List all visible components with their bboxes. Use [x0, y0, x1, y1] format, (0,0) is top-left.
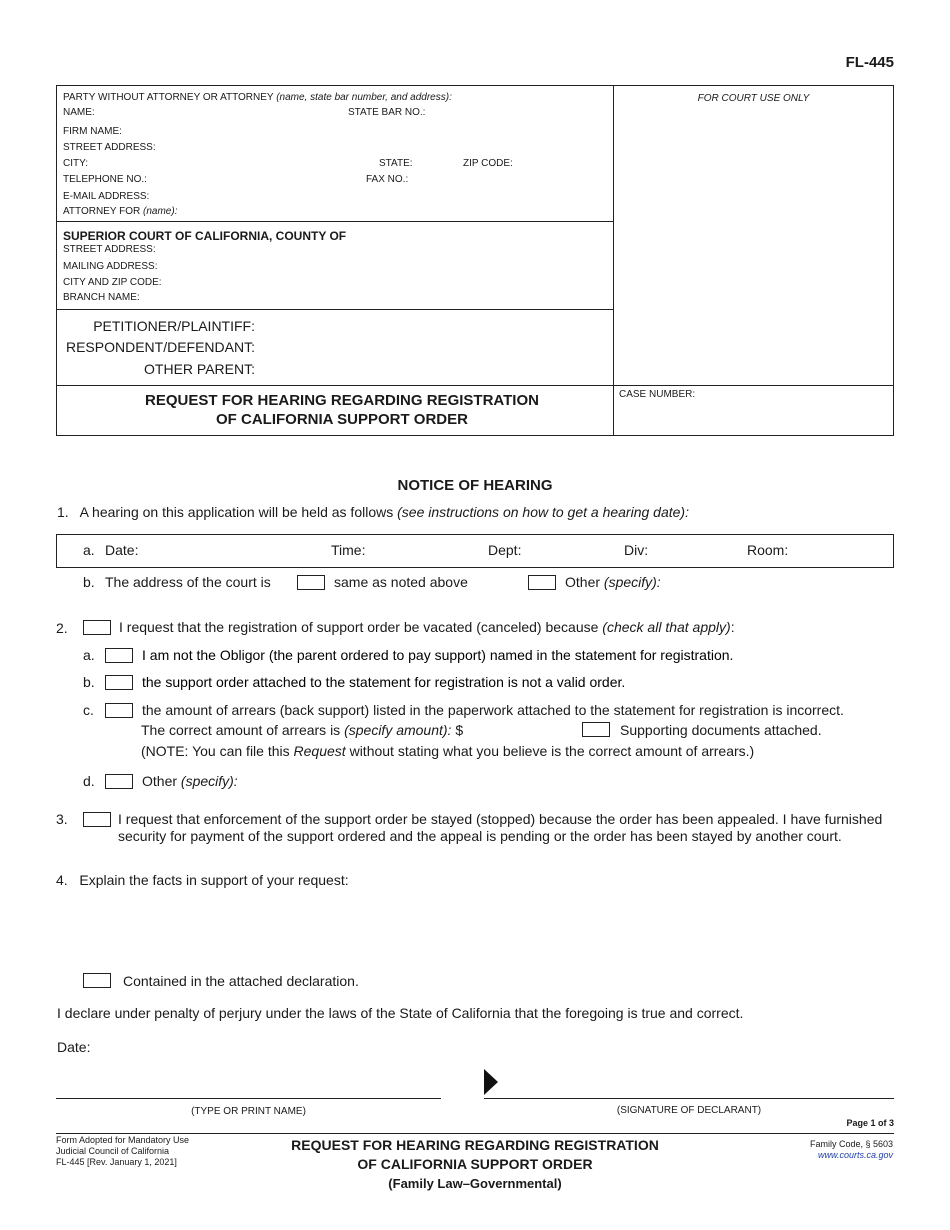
print-name-label: (TYPE OR PRINT NAME) [191, 1106, 306, 1117]
respondent-label: RESPONDENT/DEFENDANT: [65, 339, 255, 355]
form-number: FL-445 [845, 54, 894, 71]
attorney-for-row [63, 206, 177, 217]
item2c-text: the amount of arrears (back support) listed in the paperwork attached to the statement for registration is incorrect. [142, 702, 844, 718]
item1-row [57, 504, 689, 520]
item3-line2: security for payment of the support ordered and the appeal is pending or the order has been stayed by another court. [118, 828, 842, 844]
name-label: NAME: [63, 107, 95, 118]
court-street-label: STREET ADDRESS: [63, 244, 156, 255]
item2c-checkbox[interactable] [105, 703, 133, 718]
court-branch-label: BRANCH NAME: [63, 292, 140, 303]
hearing-b-label: b. [83, 574, 95, 590]
caption-divider-vertical [613, 85, 614, 436]
footer-title [200, 1136, 750, 1193]
caption-box [56, 85, 894, 436]
item2d-row [142, 773, 238, 789]
zip-label: ZIP CODE: [463, 158, 513, 169]
item2c-note-italic: Request [293, 743, 346, 759]
item2c-dollar: $ [455, 722, 464, 738]
item1-text: A hearing on this application will be held as follows [79, 504, 394, 520]
email-label: E-MAIL ADDRESS: [63, 191, 150, 202]
adoption-info [56, 1135, 189, 1168]
item2c-note-pre: (NOTE: You can file this [141, 743, 290, 759]
item3-checkbox[interactable] [83, 812, 111, 827]
item1-number: 1. [57, 504, 69, 520]
other-address-note: (specify): [603, 574, 661, 590]
footer-title-line2: OF CALIFORNIA SUPPORT ORDER [357, 1156, 593, 1172]
court-mailing-label: MAILING ADDRESS: [63, 261, 158, 272]
item2-text: I request that the registration of support order be vacated (canceled) because [119, 619, 599, 635]
party-label: PARTY WITHOUT ATTORNEY OR ATTORNEY [63, 92, 274, 103]
signature-arrow-icon [484, 1069, 498, 1095]
telephone-label: TELEPHONE NO.: [63, 174, 147, 185]
item4-number: 4. [56, 872, 68, 888]
form-title-line2: OF CALIFORNIA SUPPORT ORDER [216, 411, 468, 428]
party-label-row [63, 92, 452, 103]
hearing-room-label: Room: [747, 542, 789, 558]
city-label: CITY: [63, 158, 89, 169]
other-address-label: Other [565, 574, 601, 590]
hearing-a-label: a. [83, 542, 95, 558]
footer-references [810, 1139, 893, 1161]
declaration-date-label: Date: [57, 1039, 91, 1055]
hearing-dept-label: Dept: [488, 542, 522, 558]
fax-label: FAX NO.: [366, 174, 409, 185]
perjury-declaration: I declare under penalty of perjury under the laws of the State of California that the foregoing is true and correct. [57, 1005, 744, 1021]
item2c-note-row [141, 743, 754, 759]
state-label: STATE: [379, 158, 413, 169]
item2d-checkbox[interactable] [105, 774, 133, 789]
item2-row [119, 619, 735, 635]
footer-title-line3: (Family Law–Governmental) [388, 1176, 562, 1191]
supporting-docs-label: Supporting documents attached. [620, 722, 822, 738]
attorney-for-note: (name): [143, 206, 178, 217]
caption-divider-3 [56, 385, 894, 386]
form-title-line1: REQUEST FOR HEARING REGARDING REGISTRATION [145, 392, 539, 409]
state-bar-label: STATE BAR NO.: [348, 107, 426, 118]
caption-divider-1 [56, 221, 613, 222]
case-number-label: CASE NUMBER: [619, 389, 696, 400]
item2b-label: b. [83, 674, 95, 690]
attached-declaration-checkbox[interactable] [83, 973, 111, 988]
footer-rule [56, 1133, 894, 1134]
item3-number: 3. [56, 811, 68, 827]
item4-text: Explain the facts in support of your request: [79, 872, 349, 888]
street-address-label: STREET ADDRESS: [63, 142, 156, 153]
adoption-line1: Form Adopted for Mandatory Use [56, 1135, 190, 1145]
other-parent-label: OTHER PARENT: [144, 361, 255, 377]
item2d-label: d. [83, 773, 95, 789]
item2-checkbox[interactable] [83, 620, 111, 635]
item2a-label: a. [83, 647, 95, 663]
item2c-label: c. [83, 702, 94, 718]
adoption-line2: Judicial Council of California [56, 1146, 170, 1156]
hearing-date-label: Date: [105, 542, 139, 558]
item2c-note-post: without stating what you believe is the correct amount of arrears.) [349, 743, 755, 759]
attorney-for-label: ATTORNEY FOR [63, 206, 141, 217]
courts-website-link[interactable]: www.courts.ca.gov [817, 1150, 893, 1160]
item2d-text: Other [142, 773, 178, 789]
hearing-div-label: Div: [624, 542, 649, 558]
footer-title-line1: REQUEST FOR HEARING REGARDING REGISTRATION [291, 1137, 659, 1153]
item4-row [56, 872, 349, 888]
signature-label: (SIGNATURE OF DECLARANT) [616, 1105, 762, 1116]
print-name-line [56, 1098, 441, 1099]
item2c-correct-text: The correct amount of arrears is [141, 722, 341, 738]
court-title: SUPERIOR COURT OF CALIFORNIA, COUNTY OF [63, 229, 347, 243]
item2c-correct-row [141, 722, 463, 738]
item2-note: (check all that apply) [602, 619, 731, 635]
court-use-label: FOR COURT USE ONLY [697, 93, 810, 104]
same-as-above-label: same as noted above [334, 574, 468, 590]
item3-line1: I request that enforcement of the support order be stayed (stopped) because the order has been appealed. I have furnished [118, 811, 883, 827]
attached-declaration-label: Contained in the attached declaration. [123, 973, 359, 989]
item2c-correct-note: (specify amount): [344, 722, 452, 738]
other-address-checkbox[interactable] [528, 575, 556, 590]
same-as-above-checkbox[interactable] [297, 575, 325, 590]
hearing-time-label: Time: [331, 542, 366, 558]
petitioner-label: PETITIONER/PLAINTIFF: [93, 318, 255, 334]
item2b-text: the support order attached to the statement for registration is not a valid order. [142, 674, 626, 690]
court-city-zip-label: CITY AND ZIP CODE: [63, 277, 162, 288]
item2b-checkbox[interactable] [105, 675, 133, 690]
other-address-row [565, 574, 661, 590]
item2d-note: (specify): [180, 773, 238, 789]
notice-heading: NOTICE OF HEARING [397, 477, 553, 494]
item2-colon: : [730, 619, 735, 635]
supporting-docs-checkbox[interactable] [582, 722, 610, 737]
item2a-text: I am not the Obligor (the parent ordered to pay support) named in the statement for registration. [142, 647, 734, 663]
page-number: Page 1 of 3 [846, 1118, 894, 1128]
firm-name-label: FIRM NAME: [63, 126, 122, 137]
party-label-note: (name, state bar number, and address): [276, 92, 452, 103]
item2a-checkbox[interactable] [105, 648, 133, 663]
signature-line[interactable] [484, 1098, 894, 1099]
item2-number: 2. [56, 620, 68, 636]
court-address-text: The address of the court is [105, 574, 271, 590]
adoption-line3: FL-445 [Rev. January 1, 2021] [56, 1157, 177, 1167]
family-code-ref: Family Code, § 5603 [809, 1139, 893, 1149]
item1-note: (see instructions on how to get a hearing date): [397, 504, 689, 520]
caption-divider-2 [56, 309, 613, 310]
